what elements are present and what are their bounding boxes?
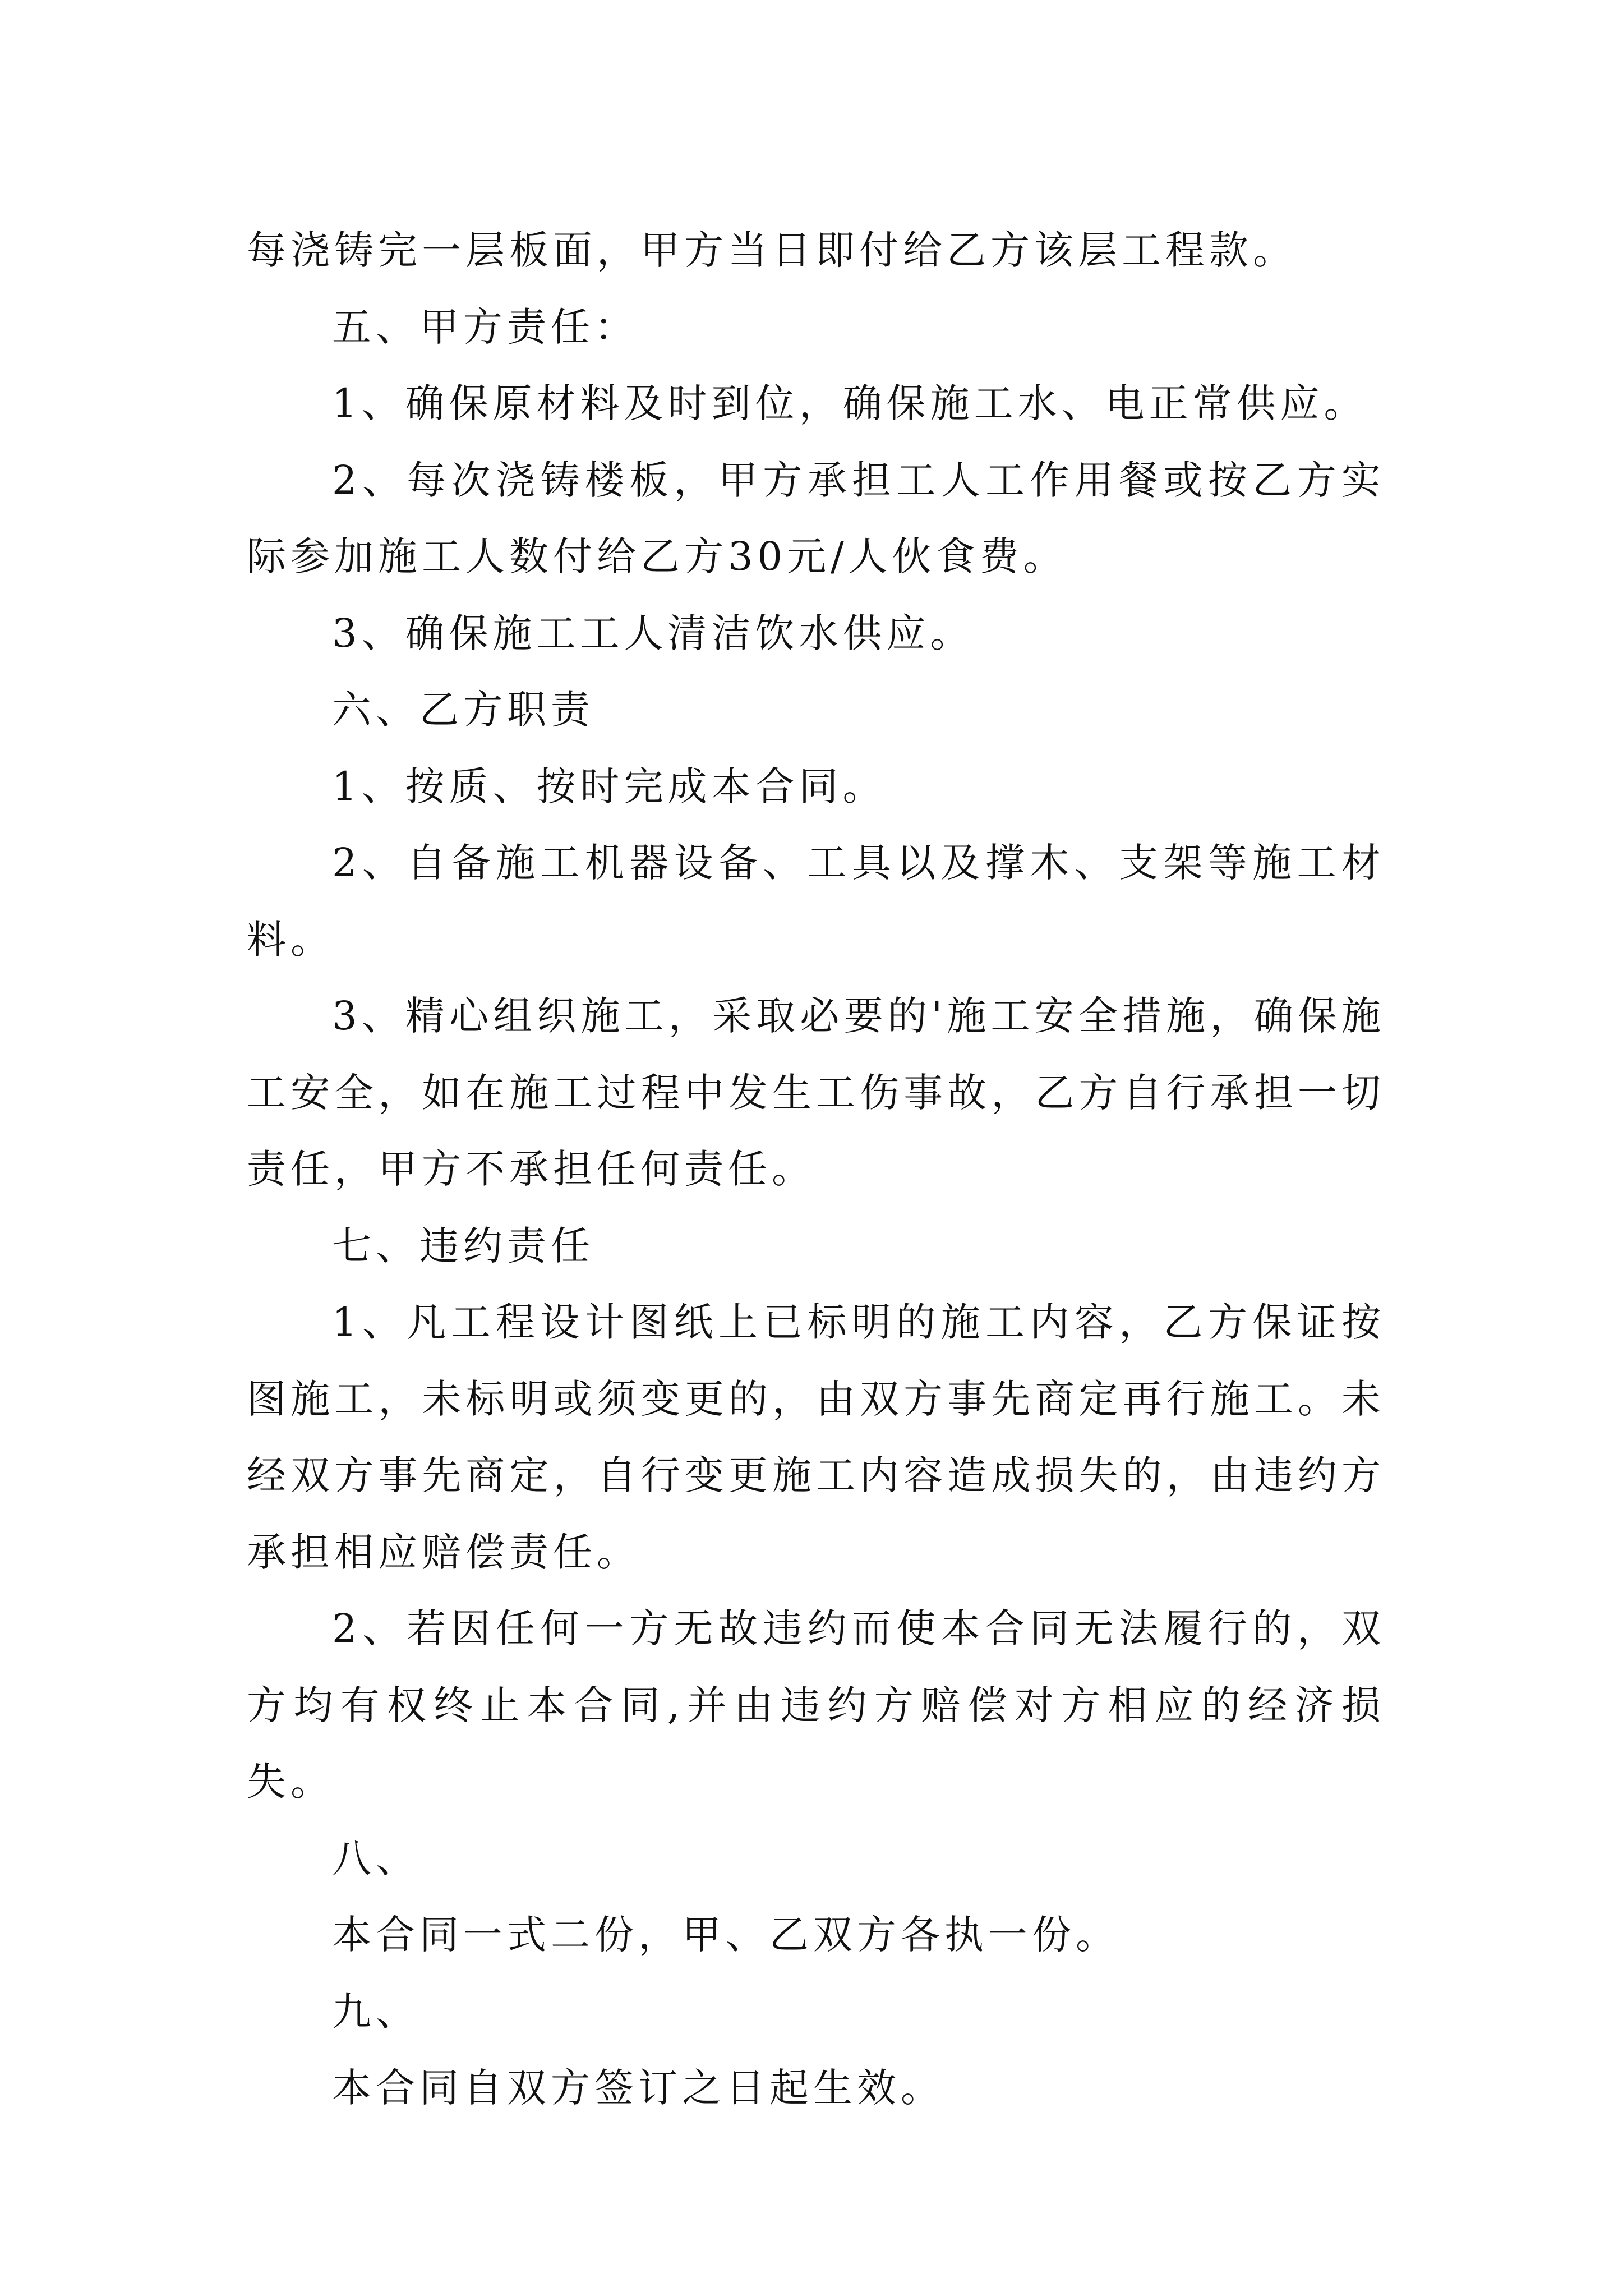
section-heading-nine: 九、 [332,1988,419,2035]
clause-party-b-2: 2、自备施工机器设备、工具以及撑木、支架等施工材料。 [247,840,1385,963]
section-heading-party-b-duties: 六、乙方职责 [332,687,594,733]
clause-party-a-3: 3、确保施工工人清洁饮水供应。 [332,610,974,656]
section-heading-party-a-duties: 五、甲方责任： [332,303,638,350]
clause-party-a-1: 1、确保原材料及时到位，确保施工水、电正常供应。 [332,380,1368,426]
clause-copies: 本合同一式二份，甲、乙双方各执一份。 [332,1912,1119,1958]
clause-party-a-2: 2、每次浇铸楼板，甲方承担工人工作用餐或按乙方实际参加施工人数付给乙方30元/人伙食费。 [247,457,1385,579]
section-heading-eight: 八、 [332,1835,419,1881]
clause-breach-1: 1、凡工程设计图纸上已标明的施工内容，乙方保证按图施工，未标明或须变更的，由双方事先商定再行施工。未经双方事先商定，自行变更施工内容造成损失的，由违约方承担相应赔偿责任。 [247,1299,1385,1575]
clause-breach-2: 2、若因任何一方无故违约而使本合同无法履行的，双方均有权终止本合同,并由违约方赔偿对方相应的经济损失。 [247,1605,1385,1805]
document-page [247,212,1385,2127]
section-heading-breach-liability: 七、违约责任 [332,1222,594,1269]
clause-effective-date: 本合同自双方签订之日起生效。 [332,2065,944,2111]
clause-party-b-1: 1、按质、按时完成本合同。 [332,763,887,809]
clause-party-b-3: 3、精心组织施工，采取必要的'施工安全措施，确保施工安全，如在施工过程中发生工伤事故，乙方自行承担一切责任，甲方不承担任何责任。 [247,993,1385,1192]
paragraph-payment-continued: 每浇铸完一层板面，甲方当日即付给乙方该层工程款。 [247,227,1297,273]
